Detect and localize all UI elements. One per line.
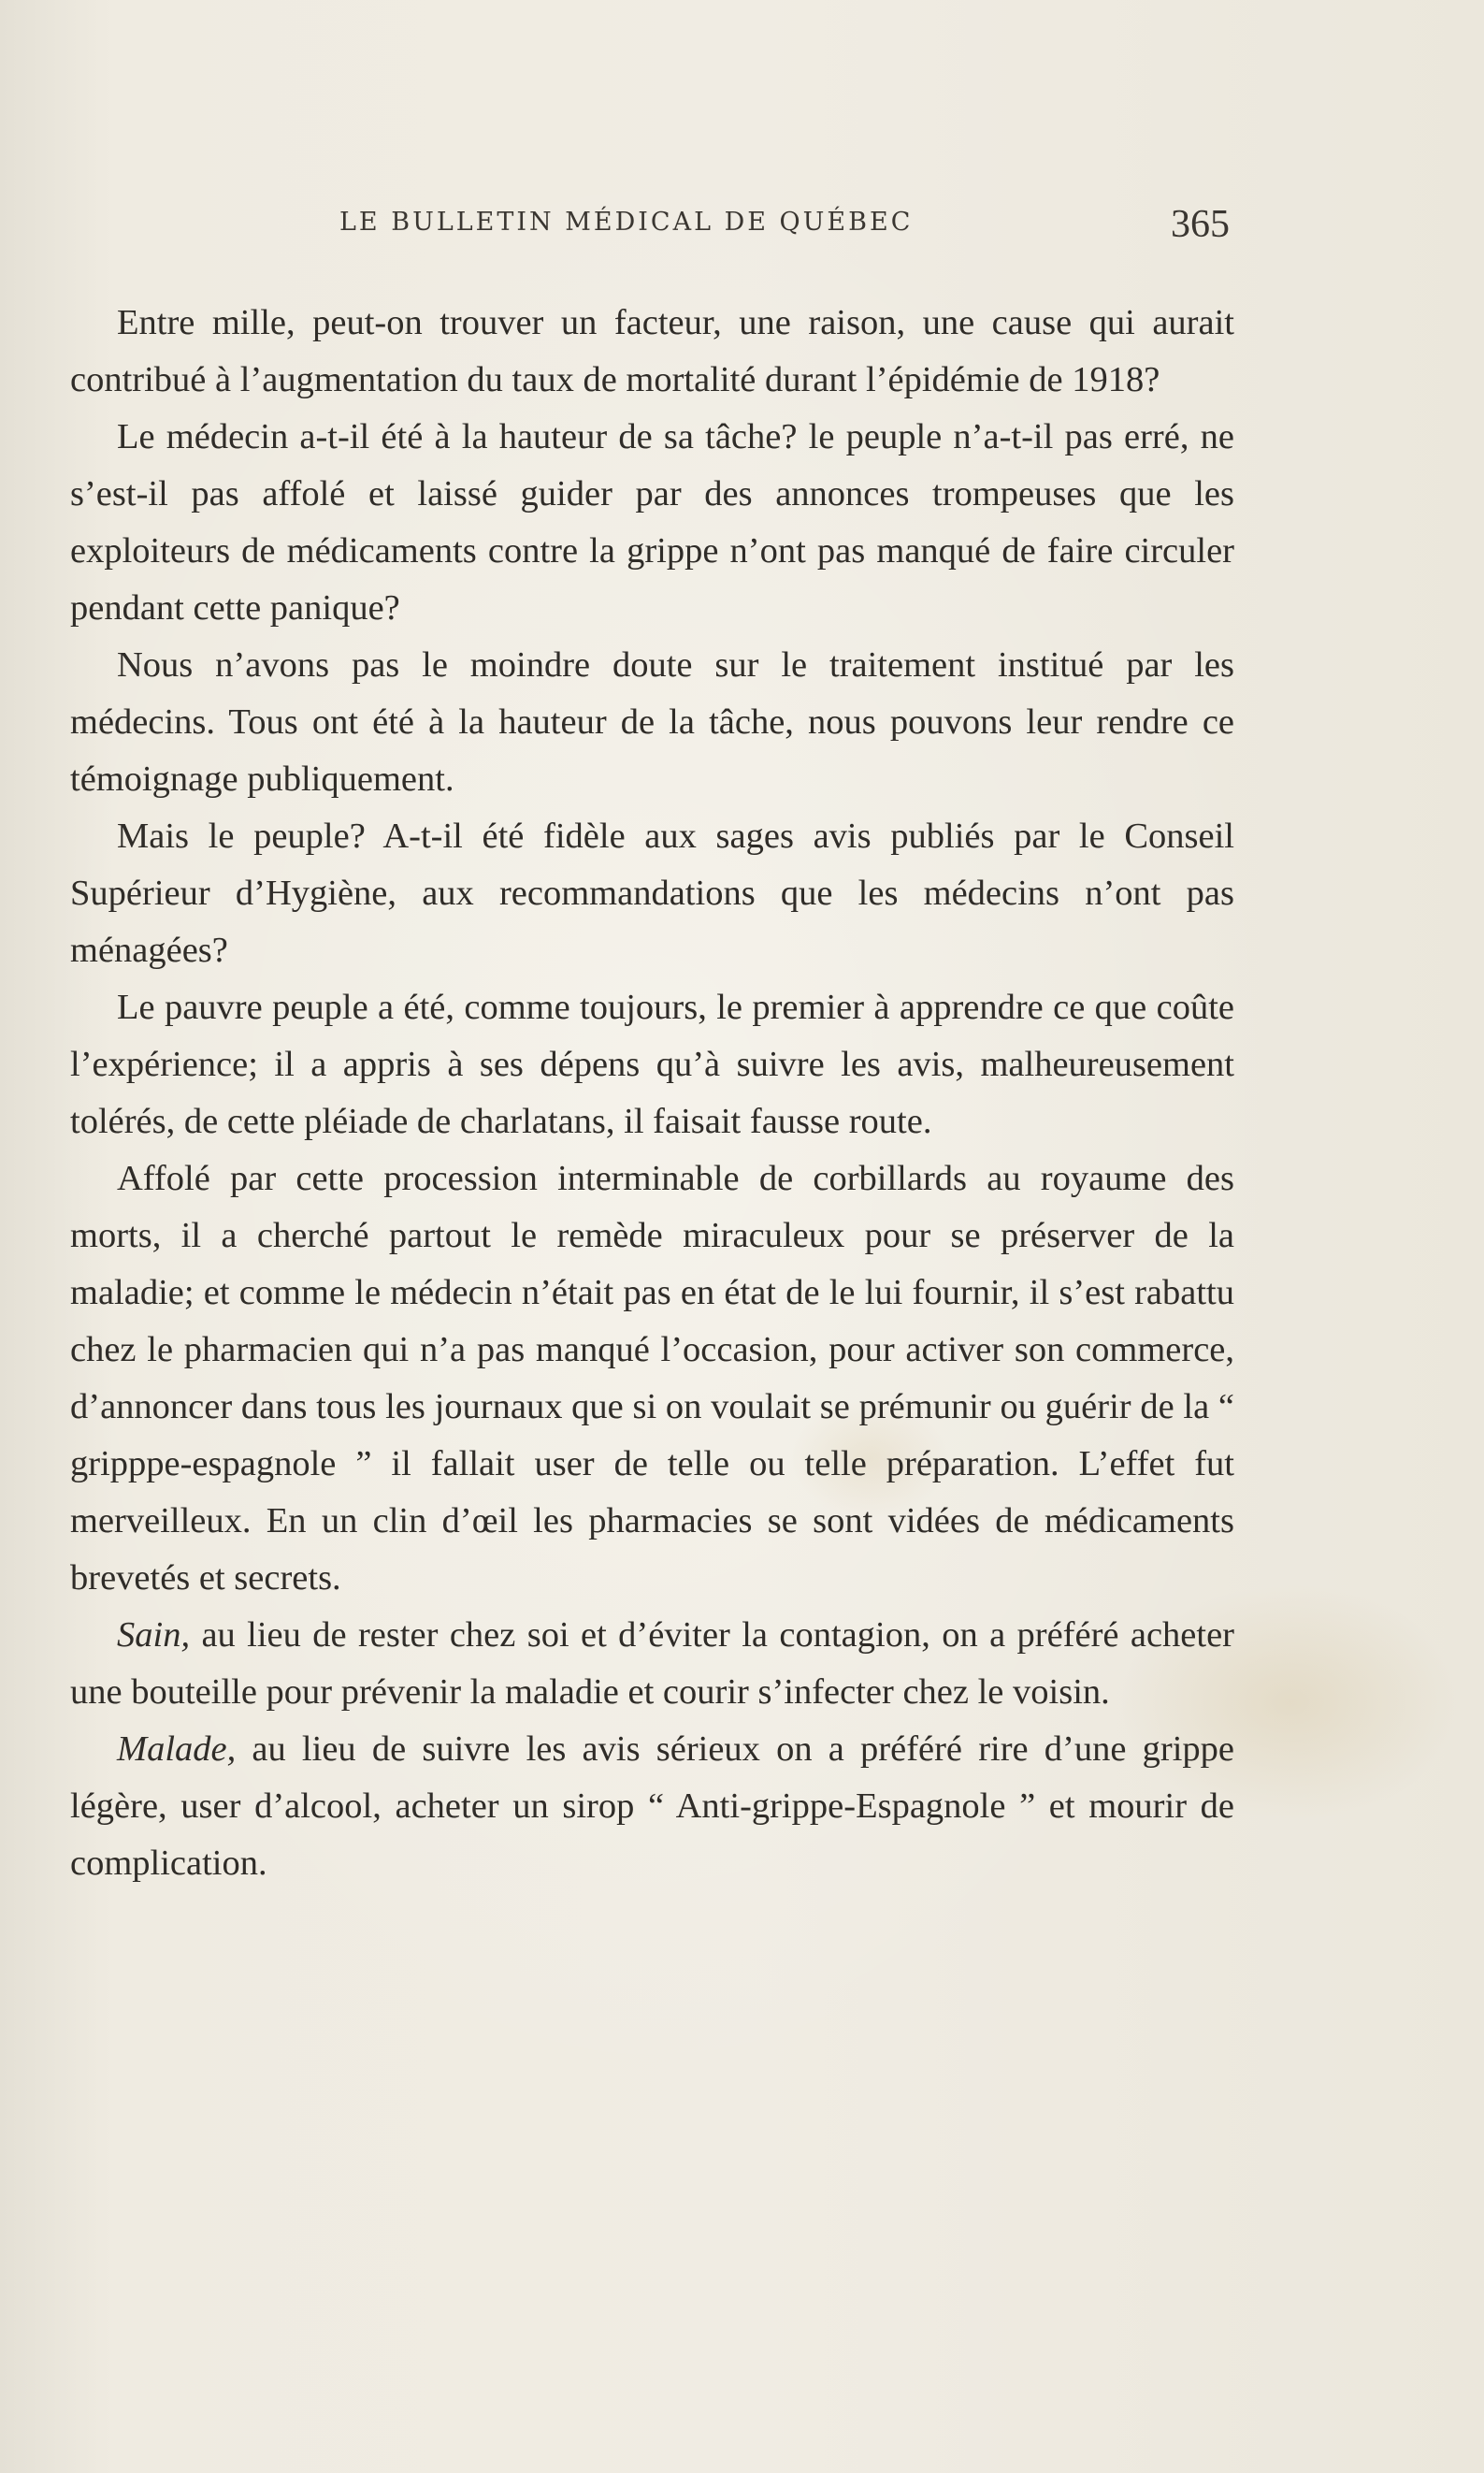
- paragraph-text: Affolé par cette procession interminable de corbillards au royaume des morts, il a cherché partout le remède miraculeux pour se préserver de la maladie; et comme le médecin n’était pas en état de le lui fournir, il s’est rabattu chez le pharmacien qui n’a pas manqué l’occasion, pour activer son commerce, d’annoncer dans tous les journaux que si on voulait se prémunir ou guérir de la “ gripppe-espagnole ” il fallait user de telle ou telle préparation. L’effet fut merveilleux. En un clin d’œil les pharmacies se sont vidées de médicaments brevetés et secrets.: [70, 1159, 1234, 1598]
- paragraph-text: au lieu de suivre les avis sérieux on a préféré rire d’une grippe légère, user d’alcool, acheter un sirop “ Anti-grippe-Espagnole ” et mourir de complication.: [70, 1729, 1234, 1883]
- paragraph-text: Nous n’avons pas le moindre doute sur le traitement institué par les médecins. Tous ont été à la hauteur de la tâche, nous pouvons leur rendre ce témoignage publiquement.: [70, 645, 1234, 799]
- running-head: LE BULLETIN MÉDICAL DE QUÉBEC: [339, 208, 914, 237]
- article-body: [70, 295, 1234, 1892]
- paragraph-8: [70, 1721, 1234, 1892]
- paragraph-6: [70, 1150, 1234, 1607]
- italic-lead: Malade,: [117, 1729, 237, 1769]
- paragraph-2: [70, 409, 1234, 637]
- paragraph-text: Le médecin a-t-il été à la hauteur de sa tâche? le peuple n’a-t-il pas erré, ne s’est-il pas affolé et laissé guider par des annonces trompeuses que les exploiteurs de médicaments contre la grippe n’ont pas manqué de faire circuler pendant cette panique?: [70, 417, 1234, 628]
- paragraph-text: au lieu de rester chez soi et d’éviter la contagion, on a préféré acheter une bouteille pour prévenir la maladie et courir s’infecter chez le voisin.: [70, 1615, 1234, 1712]
- paragraph-text: Mais le peuple? A-t-il été fidèle aux sages avis publiés par le Conseil Supérieur d’Hygiène, aux recommandations que les médecins n’ont pas ménagées?: [70, 817, 1234, 970]
- italic-lead: Sain,: [117, 1615, 191, 1655]
- paragraph-1: [70, 295, 1234, 409]
- paragraph-text: Le pauvre peuple a été, comme toujours, le premier à apprendre ce que coûte l’expérience; il a appris à ses dépens qu’à suivre les avis, malheureusement tolérés, de cette pléiade de charlatans, il faisait fausse route.: [70, 988, 1234, 1141]
- paragraph-4: [70, 808, 1234, 979]
- paragraph-3: [70, 637, 1234, 808]
- paragraph-5: [70, 979, 1234, 1150]
- page-number: 365: [1171, 203, 1230, 246]
- paragraph-7: [70, 1607, 1234, 1721]
- page-header: [0, 203, 1484, 254]
- paragraph-text: Entre mille, peut-on trouver un facteur, une raison, une cause qui aurait contribué à l’augmentation du taux de mortalité durant l’épidémie de 1918?: [70, 303, 1234, 399]
